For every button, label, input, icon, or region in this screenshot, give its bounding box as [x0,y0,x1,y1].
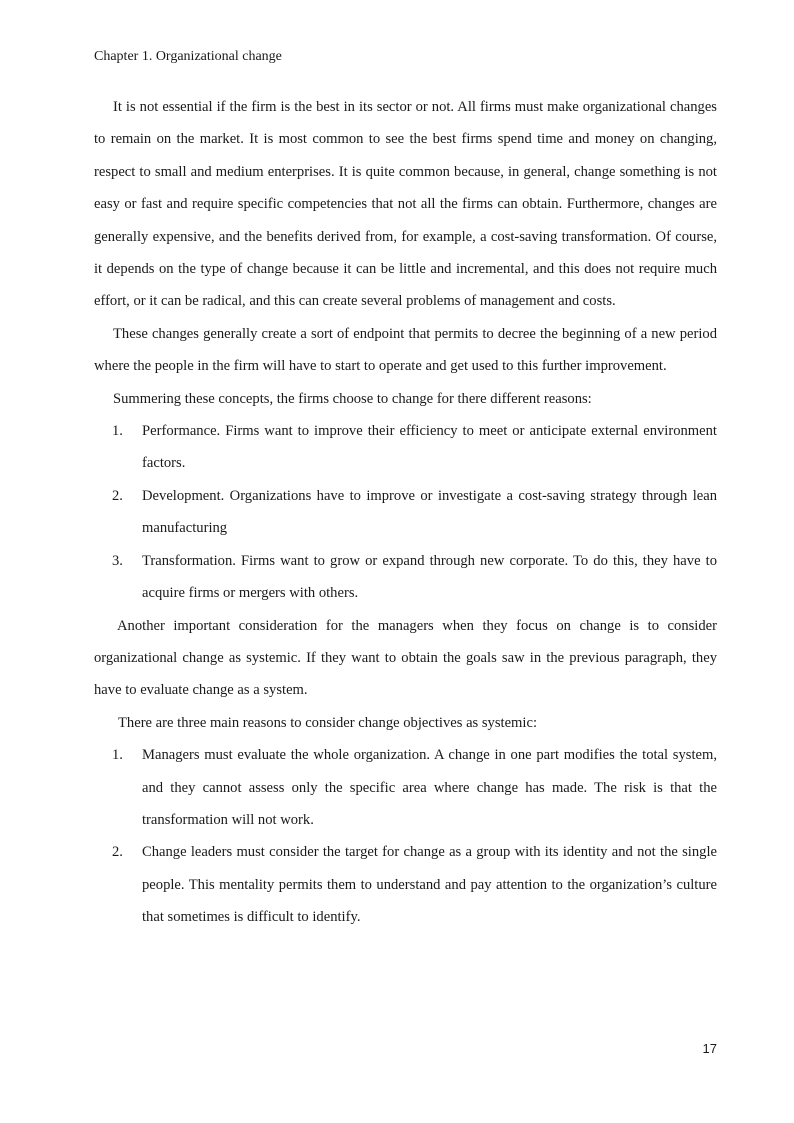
list-item-number: 1. [112,747,123,764]
list-item [94,480,717,545]
list-item [94,415,717,480]
list-item-text: Change leaders must consider the target for change as a group with its identity and not the single people. This mentality permits them to understand and pay attention to the organization’s culture that sometimes is difficult to identify. [142,844,717,926]
paragraph-firms-change: It is not essential if the firm is the best in its sector or not. All firms must make organizational changes to remain on the market. It is most common to see the best firms spend time and money on changing, respect to small and medium enterprises. It is quite common because, in general, change something is not easy or fast and require specific competencies that not all the firms can obtain. Furthermore, changes are generally expensive, and the benefits derived from, for example, a cost-saving transformation. Of course, it depends on the type of change because it can be little and incremental, and this does not require much effort, or it can be radical, and this can create several problems of management and costs. [94,99,717,310]
list-item-number: 3. [112,552,123,569]
list-item [94,545,717,610]
list-item-text: Managers must evaluate the whole organization. A change in one part modifies the total system, and they cannot assess only the specific area where change has made. The risk is that the transformation will not work. [142,747,717,828]
systemic-reasons-list [94,739,717,933]
paragraph-systemic: Another important consideration for the managers when they focus on change is to consider organizational change as systemic. If they want to obtain the goals saw in the previous paragraph, they have to evaluate change as a system. [94,617,717,699]
reasons-list [94,415,717,609]
list-item-number: 1. [112,423,123,440]
paragraph-endpoint: These changes generally create a sort of endpoint that permits to decree the beginning of a new period where the people in the firm will have to start to operate and get used to this further improvement. [94,325,717,375]
paragraph-systemic-intro: There are three main reasons to consider change objectives as systemic: [118,714,538,731]
paragraph-reasons-intro: Summering these concepts, the firms choose to change for there different reasons: [113,390,592,407]
list-item-text: Transformation. Firms want to grow or expand through new corporate. To do this, they have to acquire firms or mergers with others. [142,552,717,602]
running-header: Chapter 1. Organizational change [94,49,282,64]
page-number: 17 [702,1041,717,1056]
list-item-number: 2. [112,487,123,504]
list-item-text: Development. Organizations have to improve or investigate a cost-saving strategy through lean manufacturing [142,487,717,537]
body-text [94,91,717,934]
list-item-text: Performance. Firms want to improve their efficiency to meet or anticipate external environment factors. [142,423,717,472]
list-item [94,836,717,933]
list-item [94,739,717,836]
list-item-number: 2. [112,844,123,861]
